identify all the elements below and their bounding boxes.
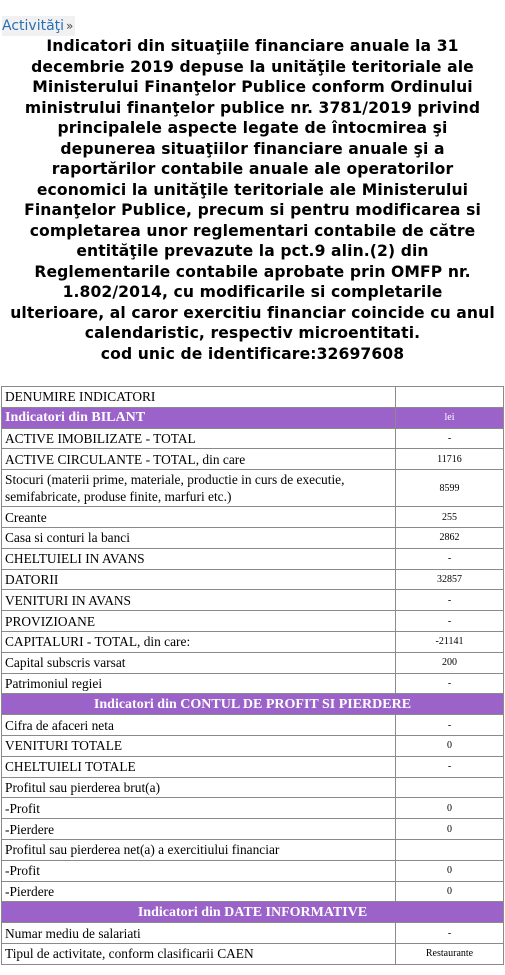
title-line: raportărilor contabile anuale ale operatorilor [51, 160, 454, 178]
breadcrumb-arrow-icon: » [66, 19, 74, 33]
indicator-label: ACTIVE IMOBILIZATE - TOTAL [2, 428, 396, 449]
indicator-value: -21141 [396, 631, 504, 652]
section-profit [2, 694, 504, 715]
title-line: depunerea situaţiilor financiare anuale şi a [60, 139, 445, 158]
table-row [2, 470, 504, 507]
table-row [2, 798, 504, 819]
table-row [2, 735, 504, 756]
section-bilant [2, 407, 504, 428]
table-row [2, 673, 504, 694]
table-row [2, 819, 504, 840]
table-row [2, 923, 504, 944]
indicator-value: 0 [396, 881, 504, 902]
indicator-label: CHELTUIELI TOTALE [2, 756, 396, 777]
table-row [2, 943, 504, 964]
indicator-value: - [396, 428, 504, 449]
indicator-value: - [396, 611, 504, 632]
indicator-value: 11716 [396, 449, 504, 470]
indicator-value [396, 387, 504, 408]
section-title: Indicatori din DATE INFORMATIVE [2, 902, 504, 923]
table-row [2, 449, 504, 470]
breadcrumb-link-activitati[interactable]: Activităţi [2, 18, 65, 34]
indicator-label: -Profit [2, 860, 396, 881]
indicator-label: Casa si conturi la banci [2, 527, 396, 548]
indicator-label: -Pierdere [2, 881, 396, 902]
title-line: Finanţelor Publice, precum si pentru modificarea si [24, 201, 481, 219]
title-line: ulterioare, al caror exercitiu financiar coincide cu anul [10, 303, 495, 322]
table-row [2, 590, 504, 611]
table-row [2, 715, 504, 736]
title-line: principalele aspecte legate de întocmirea şi [57, 119, 448, 137]
indicator-value: 2862 [396, 527, 504, 548]
indicator-value: 0 [396, 735, 504, 756]
indicator-label: PROVIZIOANE [2, 611, 396, 632]
indicator-label: CAPITALURI - TOTAL, din care: [2, 631, 396, 652]
indicator-label: -Pierdere [2, 819, 396, 840]
indicator-label: Capital subscris varsat [2, 652, 396, 673]
title-line: cod unic de identificare:32697608 [100, 344, 405, 363]
indicator-value: - [396, 923, 504, 944]
indicator-value [396, 839, 504, 860]
table-row [2, 611, 504, 632]
indicator-value: 0 [396, 798, 504, 819]
table-row [2, 839, 504, 860]
table-header-row [2, 387, 504, 408]
section-title: Indicatori din CONTUL DE PROFIT SI PIERDERE [2, 694, 504, 715]
title-line: 1.802/2014, cu modificarile si completarile [62, 283, 443, 301]
indicator-value: - [396, 590, 504, 611]
table-row [2, 777, 504, 798]
indicator-value: Restaurante [396, 943, 504, 964]
section-informative [2, 902, 504, 923]
indicator-value: 255 [396, 507, 504, 528]
title-line: calendaristic, respectiv microentitati. [84, 324, 421, 342]
title-line: Ministerului Finanţelor Publice conform Ordinului [32, 78, 473, 96]
table-row [2, 756, 504, 777]
indicator-label: Profitul sau pierderea net(a) a exercitiului financiar [2, 839, 396, 860]
indicator-value: 0 [396, 860, 504, 881]
table-row [2, 652, 504, 673]
indicator-label: Patrimoniul regiei [2, 673, 396, 694]
title-line: economici la unităţile teritoriale ale Ministerului [36, 180, 469, 199]
table-row [2, 428, 504, 449]
indicator-label: Cifra de afaceri neta [2, 715, 396, 736]
indicator-label: Tipul de activitate, conform clasificarii CAEN [2, 943, 396, 964]
indicator-label: DENUMIRE INDICATORI [2, 387, 396, 408]
title-line: Indicatori din situaţiile financiare anuale la 31 [46, 37, 459, 55]
title-line: entităţile prevazute la pct.9 alin.(2) din [76, 242, 429, 260]
indicator-label: Numar mediu de salariati [2, 923, 396, 944]
title-line: Reglementarile contabile aprobate prin OMFP nr. [34, 262, 471, 281]
table-row [2, 527, 504, 548]
indicator-label: Stocuri (materii prime, materiale, productie in curs de executie, semifabricate, produse finite, marfuri etc.) [2, 470, 396, 507]
indicator-value: lei [396, 407, 504, 428]
indicator-value: 0 [396, 819, 504, 840]
indicator-value: - [396, 715, 504, 736]
indicator-value: 200 [396, 652, 504, 673]
table-row [2, 631, 504, 652]
indicator-value: - [396, 756, 504, 777]
indicator-label: ACTIVE CIRCULANTE - TOTAL, din care [2, 449, 396, 470]
table-row [2, 548, 504, 569]
breadcrumb [2, 16, 75, 36]
indicator-label: VENITURI TOTALE [2, 735, 396, 756]
indicator-value [396, 777, 504, 798]
title-line: decembrie 2019 depuse la unităţile teritoriale ale [31, 57, 474, 76]
indicator-label: -Profit [2, 798, 396, 819]
table-row [2, 507, 504, 528]
table-row [2, 860, 504, 881]
indicator-label: Creante [2, 507, 396, 528]
title-line: completarea unor reglementari contabile de către [29, 221, 476, 240]
table-row [2, 881, 504, 902]
indicator-label: DATORII [2, 569, 396, 590]
indicators-table [1, 386, 504, 965]
indicator-value: 8599 [396, 470, 504, 507]
table-row [2, 569, 504, 590]
indicator-value: - [396, 548, 504, 569]
indicator-label: CHELTUIELI IN AVANS [2, 548, 396, 569]
section-title: Indicatori din BILANT [2, 407, 396, 428]
indicator-label: Profitul sau pierderea brut(a) [2, 777, 396, 798]
indicator-label: VENITURI IN AVANS [2, 590, 396, 611]
indicator-value: - [396, 673, 504, 694]
indicator-value: 32857 [396, 569, 504, 590]
page-title [0, 36, 505, 364]
title-line: ministrului finanţelor publice nr. 3781/2019 privind [24, 98, 481, 117]
